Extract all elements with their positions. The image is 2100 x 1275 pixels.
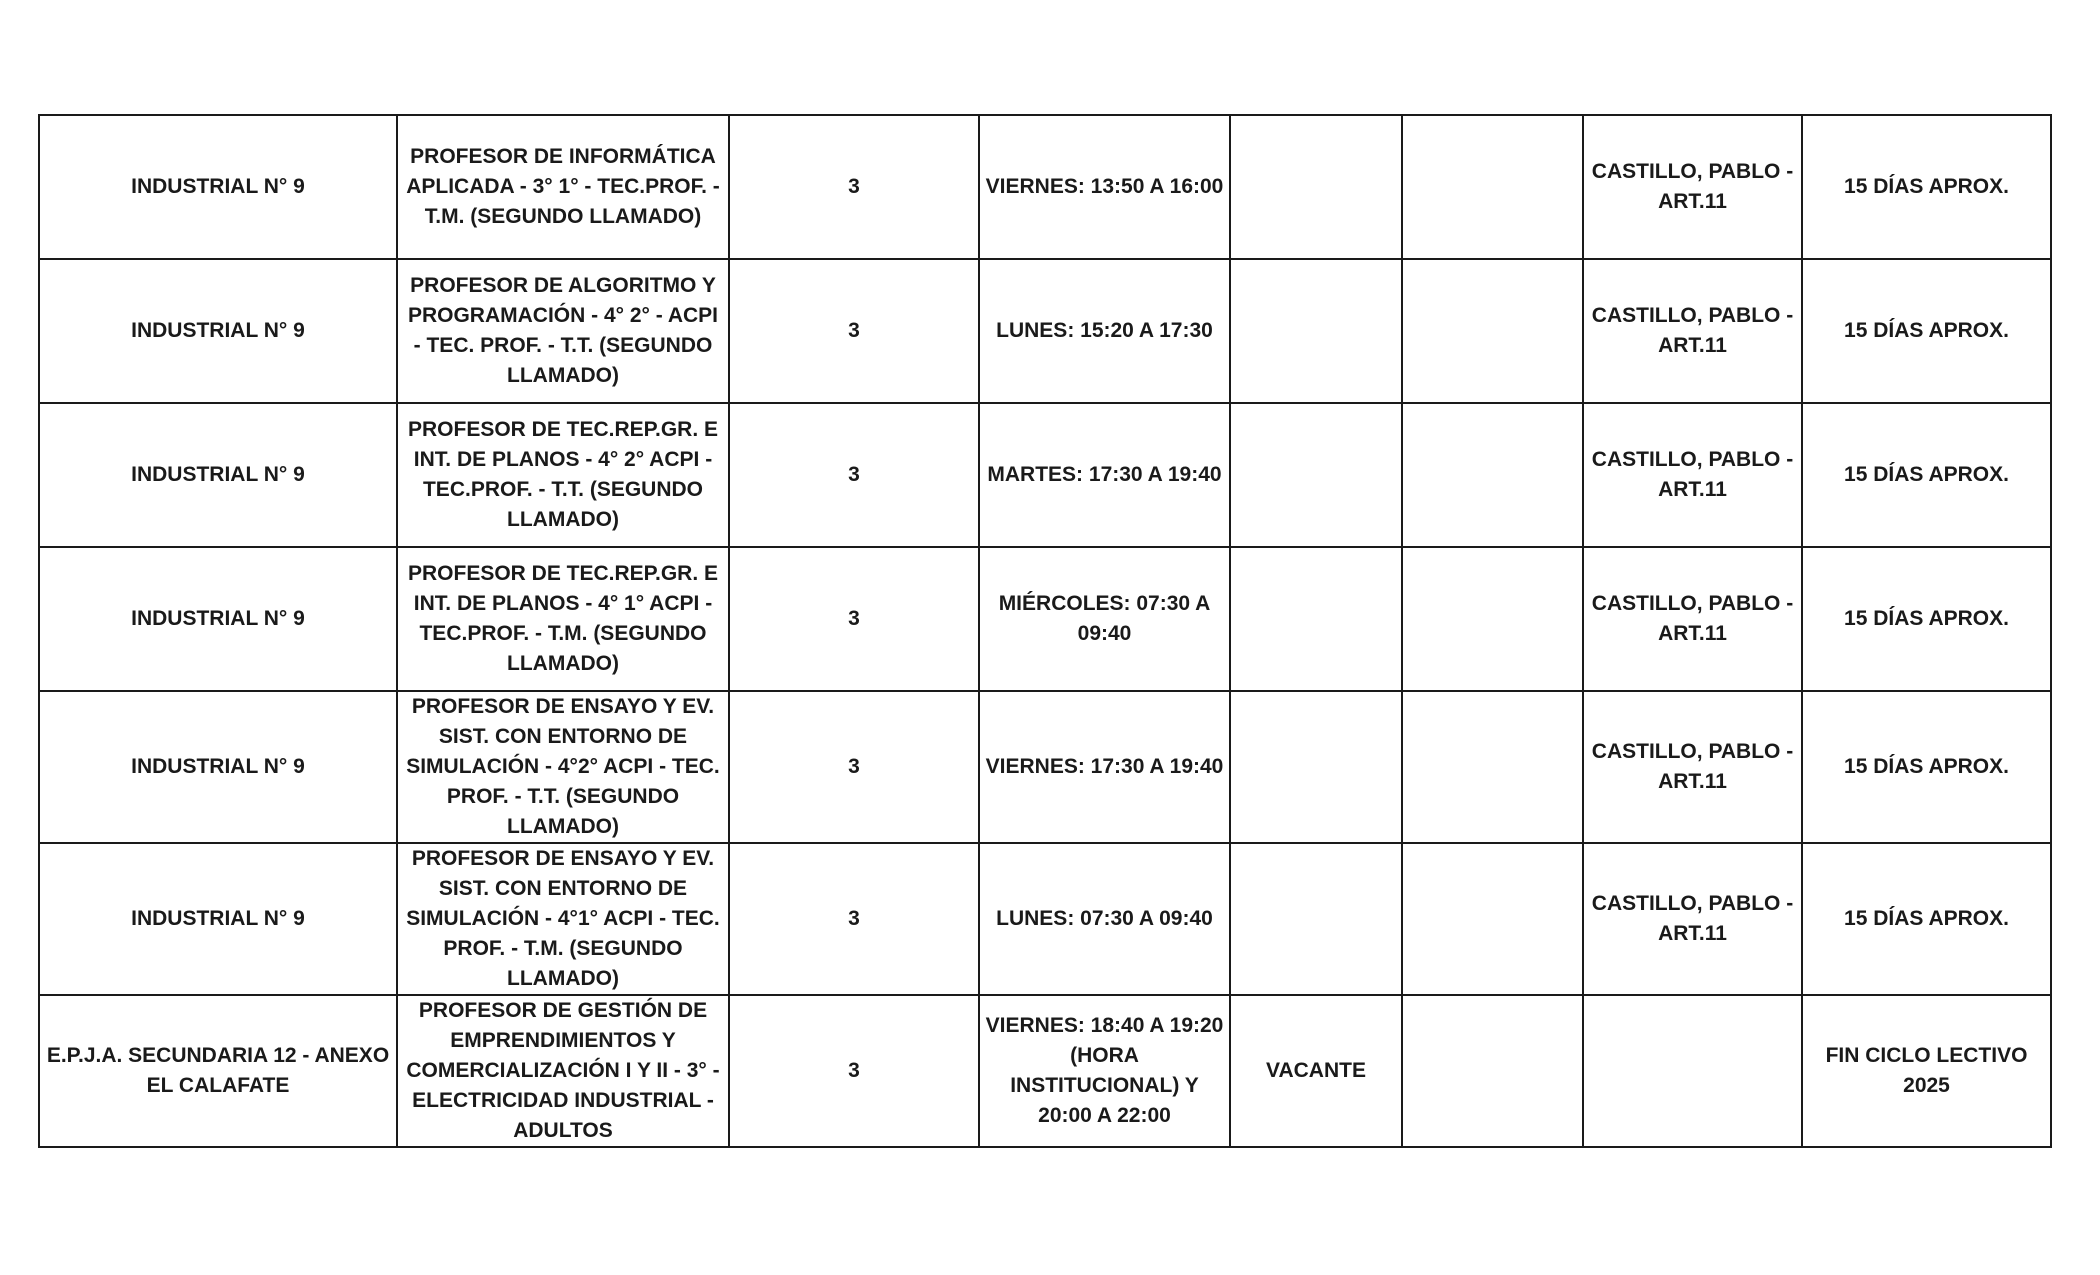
blank-cell <box>1402 691 1583 843</box>
table-row <box>39 843 2051 995</box>
table-row <box>39 547 2051 691</box>
school-cell: INDUSTRIAL N° 9 <box>39 403 397 547</box>
duration-cell: 15 DÍAS APROX. <box>1802 115 2051 259</box>
position-cell: PROFESOR DE INFORMÁTICA APLICADA - 3° 1° - TEC.PROF. - T.M. (SEGUNDO LLAMADO) <box>397 115 729 259</box>
school-cell: INDUSTRIAL N° 9 <box>39 843 397 995</box>
position-cell: PROFESOR DE ENSAYO Y EV. SIST. CON ENTORNO DE SIMULACIÓN - 4°2° ACPI - TEC. PROF. - T.T. (SEGUNDO LLAMADO) <box>397 691 729 843</box>
status-cell <box>1230 115 1402 259</box>
duration-cell: 15 DÍAS APROX. <box>1802 547 2051 691</box>
schedule-cell: MARTES: 17:30 A 19:40 <box>979 403 1230 547</box>
schedule-cell: VIERNES: 18:40 A 19:20 (HORA INSTITUCIONAL) Y 20:00 A 22:00 <box>979 995 1230 1147</box>
table-row <box>39 691 2051 843</box>
hours-cell: 3 <box>729 995 979 1147</box>
position-cell: PROFESOR DE TEC.REP.GR. E INT. DE PLANOS - 4° 2° ACPI - TEC.PROF. - T.T. (SEGUNDO LLAMADO) <box>397 403 729 547</box>
table-row <box>39 115 2051 259</box>
vacancies-table-body <box>39 115 2051 1147</box>
hours-cell: 3 <box>729 843 979 995</box>
hours-cell: 3 <box>729 115 979 259</box>
school-cell: E.P.J.A. SECUNDARIA 12 - ANEXO EL CALAFATE <box>39 995 397 1147</box>
school-cell: INDUSTRIAL N° 9 <box>39 691 397 843</box>
duration-cell: 15 DÍAS APROX. <box>1802 843 2051 995</box>
status-cell <box>1230 547 1402 691</box>
holder-cell: CASTILLO, PABLO - ART.11 <box>1583 115 1802 259</box>
schedule-cell: VIERNES: 13:50 A 16:00 <box>979 115 1230 259</box>
hours-cell: 3 <box>729 403 979 547</box>
blank-cell <box>1402 403 1583 547</box>
duration-cell: FIN CICLO LECTIVO 2025 <box>1802 995 2051 1147</box>
schedule-cell: MIÉRCOLES: 07:30 A 09:40 <box>979 547 1230 691</box>
table-row <box>39 403 2051 547</box>
blank-cell <box>1402 843 1583 995</box>
position-cell: PROFESOR DE GESTIÓN DE EMPRENDIMIENTOS Y COMERCIALIZACIÓN I Y II - 3° - ELECTRICIDAD INDUSTRIAL - ADULTOS <box>397 995 729 1147</box>
hours-cell: 3 <box>729 691 979 843</box>
school-cell: INDUSTRIAL N° 9 <box>39 547 397 691</box>
table-row <box>39 259 2051 403</box>
blank-cell <box>1402 995 1583 1147</box>
holder-cell: CASTILLO, PABLO - ART.11 <box>1583 403 1802 547</box>
position-cell: PROFESOR DE ALGORITMO Y PROGRAMACIÓN - 4° 2° - ACPI - TEC. PROF. - T.T. (SEGUNDO LLAMADO) <box>397 259 729 403</box>
holder-cell: CASTILLO, PABLO - ART.11 <box>1583 691 1802 843</box>
schedule-cell: LUNES: 07:30 A 09:40 <box>979 843 1230 995</box>
holder-cell: CASTILLO, PABLO - ART.11 <box>1583 259 1802 403</box>
schedule-cell: LUNES: 15:20 A 17:30 <box>979 259 1230 403</box>
table-row <box>39 995 2051 1147</box>
holder-cell <box>1583 995 1802 1147</box>
status-cell <box>1230 259 1402 403</box>
position-cell: PROFESOR DE TEC.REP.GR. E INT. DE PLANOS - 4° 1° ACPI - TEC.PROF. - T.M. (SEGUNDO LLAMADO) <box>397 547 729 691</box>
hours-cell: 3 <box>729 547 979 691</box>
position-cell: PROFESOR DE ENSAYO Y EV. SIST. CON ENTORNO DE SIMULACIÓN - 4°1° ACPI - TEC. PROF. - T.M. (SEGUNDO LLAMADO) <box>397 843 729 995</box>
holder-cell: CASTILLO, PABLO - ART.11 <box>1583 547 1802 691</box>
duration-cell: 15 DÍAS APROX. <box>1802 691 2051 843</box>
blank-cell <box>1402 547 1583 691</box>
duration-cell: 15 DÍAS APROX. <box>1802 403 2051 547</box>
school-cell: INDUSTRIAL N° 9 <box>39 115 397 259</box>
hours-cell: 3 <box>729 259 979 403</box>
blank-cell <box>1402 115 1583 259</box>
schedule-cell: VIERNES: 17:30 A 19:40 <box>979 691 1230 843</box>
holder-cell: CASTILLO, PABLO - ART.11 <box>1583 843 1802 995</box>
duration-cell: 15 DÍAS APROX. <box>1802 259 2051 403</box>
status-cell <box>1230 403 1402 547</box>
vacancies-table <box>38 114 2052 1148</box>
school-cell: INDUSTRIAL N° 9 <box>39 259 397 403</box>
status-cell <box>1230 691 1402 843</box>
status-cell: VACANTE <box>1230 995 1402 1147</box>
blank-cell <box>1402 259 1583 403</box>
status-cell <box>1230 843 1402 995</box>
